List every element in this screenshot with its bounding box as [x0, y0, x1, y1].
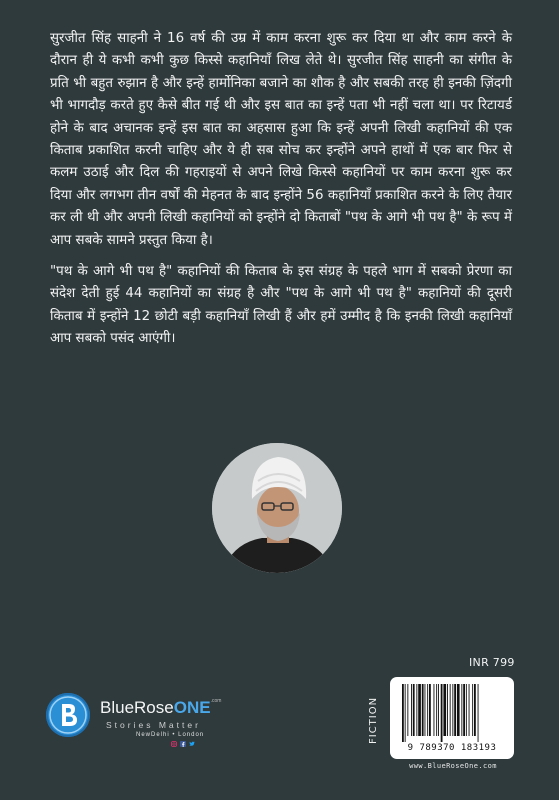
barcode-bar	[413, 684, 415, 736]
publisher-name-suffix: .com	[210, 698, 222, 704]
social-icons	[171, 741, 196, 749]
publisher-name-accent: ONE	[173, 698, 211, 717]
barcode-bar	[452, 684, 453, 736]
publisher-name-main: BlueRose	[100, 698, 174, 717]
isbn-number: 9 789370 183193	[407, 743, 497, 753]
publisher-name	[100, 698, 221, 718]
price-label: INR 799	[469, 656, 515, 669]
barcode-bar	[425, 684, 426, 736]
barcode-bar	[457, 684, 460, 736]
barcode-bars	[398, 684, 506, 742]
blurb-text	[50, 28, 512, 360]
barcode-bar	[416, 684, 417, 736]
barcode-bar	[427, 684, 428, 736]
bluerose-logo-icon	[46, 693, 90, 737]
barcode-bar	[443, 684, 446, 736]
barcode-bar	[438, 684, 439, 736]
barcode-bar	[472, 684, 473, 736]
blurb-paragraph-1: सुरजीत सिंह साहनी ने 16 वर्ष की उम्र में काम करना शुरू कर दिया था और काम करने के दौरान ही ये कभी कभी कुछ किस्से कहानियाँ लिख लेते थे। सुरजीत सिंह साहनी का संगीत के प्रति भी बहुत रुझान है और इन्हें हार्मोनिका बजाने का शौक है और सबकी तरह ही इनकी ज़िंदगी भी भागदौड़ करते हुए कैसे बीत गई थी और इस बात का इन्हें पता भी नहीं चला था। पर रिटायर्ड होने के बाद अचानक इन्हें इस बात का अहसास हुआ कि इन्हें अपनी लिखी कहानियों की एक किताब प्रकाशित करनी चाहिए और ये ही सब सोच कर इन्होंने अपने हाथों में एक बार फिर से कलम उठाई और दिल की गहराइयों से अपने लिखे किस्से कहानियों पर काम करना शुरू कर दिया और लगभग तीन वर्षों की मेहनत के बाद इन्होंने 56 कहानियाँ प्रकाशित करने के लिए तैयार कर ली थी और अपनी लिखी कहानियों को इन्होंने दो किताबों "पथ के आगे भी पथ है" के रूप में आप सबके सामने प्रस्तुत किया है।	[50, 31, 512, 248]
publisher-tagline: Stories Matter	[106, 720, 201, 730]
barcode-bar	[402, 684, 404, 742]
author-photo	[212, 443, 342, 573]
barcode-bar	[436, 684, 437, 736]
publisher-cities: NewDelhi • London	[136, 732, 205, 738]
publisher-website: www.BlueRoseOne.com	[409, 762, 497, 770]
instagram-icon	[171, 742, 177, 749]
twitter-icon	[189, 742, 195, 749]
barcode-bar	[407, 684, 408, 736]
barcode-bar	[469, 684, 470, 736]
barcode-bar	[422, 684, 424, 736]
barcode-bar	[463, 684, 465, 736]
barcode-bar	[441, 684, 443, 742]
blurb-paragraph-2: "पथ के आगे भी पथ है" कहानियों की किताब के इस संग्रह के पहले भाग में सबको प्रेरणा का संदेश देती हुई 44 कहानियों का संग्रह है और "पथ के आगे भी पथ है" कहानियों की दूसरी किताब में इन्होंने 12 छोटी बड़ी कहानियाँ लिखी हैं और हमें उम्मीद है कि इनकी लिखी कहानियाँ आप सबको पसंद आएंगी।	[50, 264, 512, 347]
barcode-bar	[450, 684, 451, 736]
isbn-barcode	[390, 677, 514, 759]
barcode-bar	[411, 684, 412, 736]
barcode-bar	[454, 684, 456, 736]
barcode-bar	[434, 684, 435, 736]
barcode-bar	[405, 684, 406, 742]
barcode-bar	[474, 684, 476, 736]
barcode-bar	[429, 684, 431, 736]
facebook-icon	[180, 742, 186, 749]
genre-label: FICTION	[368, 696, 379, 744]
publisher-logo	[46, 693, 246, 753]
barcode-bar	[466, 684, 467, 736]
barcode-bar	[447, 684, 448, 736]
barcode-bar	[418, 684, 421, 736]
barcode-bar	[478, 684, 479, 742]
barcode-bar	[461, 684, 462, 736]
